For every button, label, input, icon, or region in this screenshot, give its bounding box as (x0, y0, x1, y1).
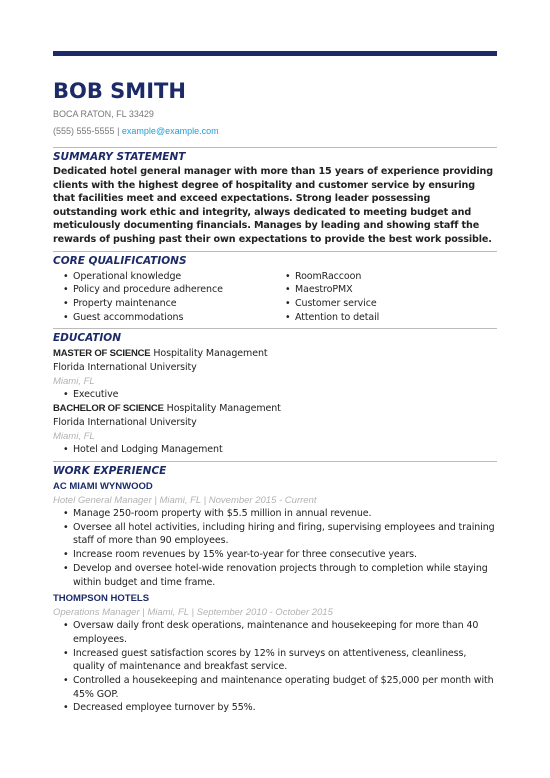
degree-line (53, 347, 497, 361)
list-item: • Hotel and Lodging Management (53, 443, 497, 457)
summary-text: Dedicated hotel general manager with more than 15 years of experience providing clients with the highest degree of hospitality and customer service by ensuring that facilities meet and exceed expectations. Strong leader possessing outstanding work ethic and integrity, always dedicated to meeting budget and meticulously documenting financials. Manages by leading and showing staff the rewards of pushing past their own expectations to provide the best work possible. (53, 166, 494, 245)
list-item: • Operational knowledge (53, 270, 275, 284)
school: Florida International University (53, 362, 197, 374)
company-name: AC MIAMI WYNWOOD (53, 481, 153, 492)
qualifications-left-column (53, 270, 275, 325)
phone: (555) 555-5555 (53, 126, 115, 136)
qualifications-list (53, 270, 497, 325)
job-meta: Operations Manager | Miami, FL | September 2010 - October 2015 (53, 606, 333, 618)
school: Florida International University (53, 416, 197, 428)
education-entry (53, 347, 497, 402)
job-bullets (53, 507, 497, 589)
list-item: • Controlled a housekeeping and maintenance operating budget of $25,000 per month with 45% GOP. (53, 674, 497, 701)
degree-field: Hospitality Management (166, 403, 281, 415)
list-item: • Develop and oversee hotel-wide renovation projects through to completion while staying within budget and time frame. (53, 562, 497, 589)
section-title-education: EDUCATION (53, 328, 497, 345)
school-location: Miami, FL (53, 430, 95, 442)
list-item: • Guest accommodations (53, 311, 275, 325)
degree-line (53, 402, 497, 416)
section-title-qualifications: CORE QUALIFICATIONS (53, 251, 497, 268)
degree-field: Hospitality Management (153, 348, 268, 360)
education-entry (53, 402, 497, 457)
header-accent-bar (53, 51, 497, 56)
list-item: • Increase room revenues by 15% year-to-year for three consecutive years. (53, 548, 497, 562)
list-item: • MaestroPMX (275, 283, 497, 297)
list-item: • Decreased employee turnover by 55%. (53, 701, 497, 715)
resume-page (53, 78, 497, 715)
list-item: • Oversaw daily front desk operations, maintenance and housekeeping for more than 40 employees. (53, 619, 497, 646)
address: BOCA RATON, FL 33429 (53, 109, 154, 119)
section-title-summary: SUMMARY STATEMENT (53, 147, 497, 164)
candidate-name: BOB SMITH (53, 79, 186, 103)
email-link[interactable]: example@example.com (121, 126, 219, 136)
qualifications-right-column (275, 270, 497, 325)
list-item: • Increased guest satisfaction scores by 12% in surveys on attentiveness, cleanliness, quality of maintenance and breakfast service. (53, 647, 497, 674)
list-item: • Executive (53, 388, 497, 402)
list-item: • RoomRaccoon (275, 270, 497, 284)
education-bullets (53, 388, 497, 402)
section-title-experience: WORK EXPERIENCE (53, 461, 497, 478)
job-entry (53, 592, 497, 715)
company-name: THOMPSON HOTELS (53, 593, 150, 605)
list-item: • Customer service (275, 297, 497, 311)
school-location: Miami, FL (53, 375, 95, 387)
job-bullets (53, 619, 497, 715)
list-item: • Oversee all hotel activities, including hiring and firing, supervising employees and training staff of more than 90 employees. (53, 521, 497, 548)
contact-line (53, 125, 497, 138)
list-item: • Manage 250-room property with $5.5 million in annual revenue. (53, 507, 497, 521)
list-item: • Attention to detail (275, 311, 497, 325)
contact-separator: | (117, 126, 120, 136)
job-entry (53, 480, 497, 589)
degree: BACHELOR OF SCIENCE (53, 403, 164, 415)
list-item: • Property maintenance (53, 297, 275, 311)
job-meta: Hotel General Manager | Miami, FL | November 2015 - Current (53, 494, 317, 506)
degree: MASTER OF SCIENCE (53, 348, 151, 360)
list-item: • Policy and procedure adherence (53, 283, 275, 297)
education-bullets (53, 443, 497, 457)
